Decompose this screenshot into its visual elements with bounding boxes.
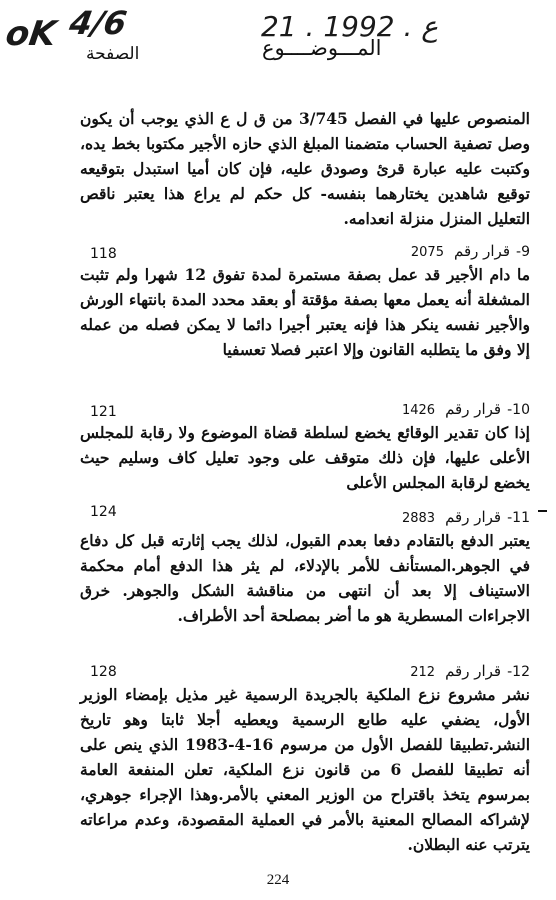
entry-9-text: ما دام الأجير قد عمل بصفة مستمرة لمدة تفوق 12 شهرا ولم تثبت المشغلة أنه يعمل معها بصفة مؤقتة أو بعقد محدد المدة بانتهاء الورش والأجير نفسه ينكر هذا فإنه يعتبر أجيرا دائما لا يمكن فصله من عمله إلا وفق ما يتطلبه القانون وإلا اعتبر فصلا تعسفيا: [80, 265, 530, 359]
entry-12-label: قرار رقم: [445, 662, 502, 680]
entry-9-decision-number: 2075: [410, 245, 444, 260]
entry-11-page-ref: 124: [90, 504, 117, 520]
entry-11-heading: [402, 508, 530, 526]
handwritten-page-mark: 4/6: [66, 4, 130, 42]
entry-12-heading: [410, 662, 530, 680]
intro-paragraph: المنصوص عليها في الفصل 3/745 من ق ل ع الذي يوجب أن يكون وصل تصفية الحساب متضمنا المبلغ الذي حازه الأجير مكتوبا بخط يده، وكتبت عليه عبارة قرئ وصودق عليه، فإن كان أميا استبدل بتوقيعه توقيع شاهدين يختارهما بنفسه- كل حكم لم يراع هذا يعتبر ناقص التعليل المنزل منزلة انعدامه.: [80, 109, 530, 228]
entry-9-label: قرار رقم: [453, 242, 511, 260]
entry-11-number: 11-: [507, 510, 530, 526]
page-number: 224: [266, 872, 290, 888]
entry-9-heading: [411, 242, 530, 260]
entry-10-heading: [402, 400, 530, 418]
entry-9-number: 9-: [516, 244, 530, 260]
entry-12-page-ref: 128: [90, 664, 117, 680]
entry-9-page-ref: 118: [90, 246, 117, 262]
entry-12-decision-number: 212: [410, 665, 436, 680]
margin-dash-mark: [538, 510, 547, 512]
entry-11-text: يعتبر الدفع بالتقادم دفعا بعدم القبول، لذلك يجب إثارته قبل كل دفاع في الجوهر.المستأنف للأمر بالإدلاء، لم يثر هذا الدفع أمام محكمة الاستيناف إلا بعد أن انتهى من مناقشة الشكل والجوهر. خرق الاجراءات المسطرية هو ما أضر بمصلحة أحد الأطراف.: [80, 531, 530, 625]
handwritten-ok-mark: oK: [3, 14, 59, 54]
handwritten-date: 21 . ع . 1992: [260, 10, 438, 43]
entry-10-decision-number: 1426: [401, 403, 436, 418]
entry-10-page-ref: 121: [90, 404, 117, 420]
entry-10-number: 10-: [507, 402, 530, 418]
entry-11-decision-number: 2883: [401, 511, 436, 526]
entry-12-number: 12-: [507, 664, 530, 680]
subject-column-label: المـــوضــــوع: [262, 36, 382, 60]
entry-10-label: قرار رقم: [445, 400, 502, 418]
page-column-label: الصفحة: [86, 44, 140, 64]
entry-12-text: نشر مشروع نزع الملكية بالجريدة الرسمية غير مذيل بإمضاء الوزير الأول، يضفي عليه طابع الرسمية ويعطيه أجلا ثابتا وهو تاريخ النشر.تطبيقا للفصل الأول من مرسوم 16-4-1983 الذي ينص على أنه تطبيقا للفصل 6 من قانون نزع الملكية، تعلن المنفعة العامة بمرسوم يتخذ باقتراح من الوزير المعني بالأمر.وهذا الإجراء جوهري، لإشراكه المصالح المعنية بالأمر في العملية المقصودة، وعدم مراعاته يترتب عنه البطلان.: [80, 685, 530, 854]
entry-10-text: إذا كان تقدير الوقائع يخضع لسلطة قضاة الموضوع ولا رقابة للمجلس الأعلى عليها، فإن ذلك متوقف على وجود تعليل كاف وسليم حيث يخضع لرقابة المجلس الأعلى: [80, 423, 530, 492]
entry-11-label: قرار رقم: [445, 508, 502, 526]
